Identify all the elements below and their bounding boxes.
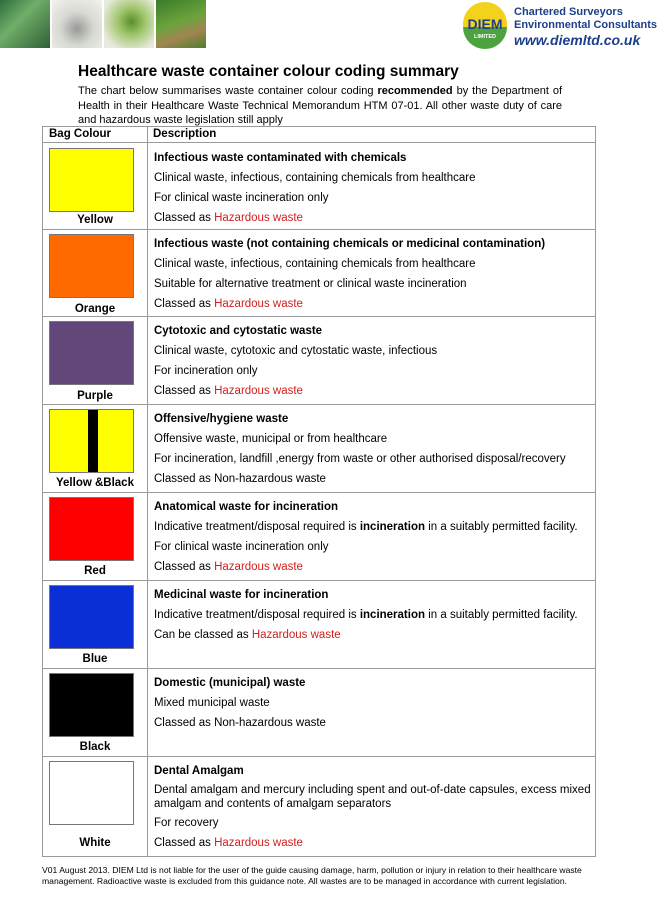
disclaimer-footer: V01 August 2013. DIEM Ltd is not liable for the user of the guide causing damage, harm, pollution or injury in relation to their healthcare waste management. Radioactive waste is excluded from this guidance note. All wastes are to be managed in accordance with current legislation. bbox=[42, 865, 582, 886]
waste-heading: Domestic (municipal) waste bbox=[154, 677, 306, 689]
table-row bbox=[43, 669, 595, 757]
classification-line: Classed as Hazardous waste bbox=[154, 837, 303, 849]
description-line: Clinical waste, infectious, containing chemicals from healthcare bbox=[154, 258, 476, 270]
waste-heading: Infectious waste (not containing chemicals or medicinal contamination) bbox=[154, 238, 546, 250]
table-row bbox=[43, 230, 595, 317]
table-header bbox=[43, 127, 595, 143]
bag-colour-name: White bbox=[79, 837, 111, 849]
bag-colour-name: Blue bbox=[82, 653, 108, 665]
hazardous-label: Hazardous waste bbox=[214, 561, 303, 573]
waste-description bbox=[154, 675, 594, 735]
waste-heading: Offensive/hygiene waste bbox=[154, 413, 289, 425]
classification-line: Classed as Hazardous waste bbox=[154, 298, 303, 310]
description-line: For clinical waste incineration only bbox=[154, 541, 329, 553]
hazardous-label: Hazardous waste bbox=[214, 385, 303, 397]
description-line: Offensive waste, municipal or from healthcare bbox=[154, 433, 388, 445]
logo-tagline-2: Environmental Consultants bbox=[514, 19, 657, 31]
colour-swatch bbox=[49, 234, 134, 298]
table-row bbox=[43, 757, 595, 856]
column-header-bag-colour: Bag Colour bbox=[49, 128, 111, 140]
logo-tagline-1: Chartered Surveyors bbox=[514, 6, 623, 18]
bag-colour-name: Orange bbox=[74, 303, 116, 315]
bag-colour-name: Black bbox=[79, 741, 111, 753]
website-url[interactable]: www.diemltd.co.uk bbox=[514, 32, 641, 48]
waste-description bbox=[154, 236, 594, 316]
hazardous-label: Hazardous waste bbox=[214, 298, 303, 310]
description-line: Dental amalgam and mercury including spent and out-of-date capsules, excess mixed amalgam and contents of amalgam separators bbox=[154, 784, 591, 810]
table-row bbox=[43, 405, 595, 493]
waste-heading: Infectious waste contaminated with chemicals bbox=[154, 152, 407, 164]
svg-text:DIEM: DIEM bbox=[467, 16, 503, 32]
rail-track-photo bbox=[156, 0, 206, 48]
bag-colour-name: Purple bbox=[77, 390, 113, 402]
colour-swatch bbox=[49, 321, 134, 385]
seedling-photo bbox=[104, 0, 154, 48]
treatment-line: Indicative treatment/disposal required is incineration in a suitably permitted facility. bbox=[154, 521, 578, 533]
bag-colour-name: Yellow &Black bbox=[56, 477, 134, 489]
bag-colour-name: Yellow bbox=[77, 214, 113, 226]
table-row bbox=[43, 581, 595, 669]
hazardous-label: Hazardous waste bbox=[214, 837, 303, 849]
colour-swatch bbox=[49, 673, 134, 737]
waste-heading: Dental Amalgam bbox=[154, 765, 244, 777]
waste-description bbox=[154, 411, 594, 491]
classification-line: Classed as Hazardous waste bbox=[154, 385, 303, 397]
intro-paragraph: The chart below summarises waste container colour coding recommended by the Department of Health in their Healthcare Waste Technical Memorandum HTM 07-01. All other waste duty of care and hazardous waste legislation still apply bbox=[78, 85, 563, 126]
hazardous-label: Hazardous waste bbox=[214, 212, 303, 224]
classification-line: Classed as Non-hazardous waste bbox=[154, 717, 326, 729]
hazardous-label: Hazardous waste bbox=[251, 629, 341, 641]
colour-coding-table bbox=[42, 126, 596, 857]
diem-logo bbox=[458, 4, 657, 54]
classification-line: Classed as Hazardous waste bbox=[154, 561, 303, 573]
description-line: For incineration only bbox=[154, 365, 258, 377]
colour-swatch bbox=[49, 497, 134, 561]
colour-swatch bbox=[49, 761, 134, 825]
waste-description bbox=[154, 763, 594, 855]
building-photo bbox=[0, 0, 50, 48]
rocks-photo bbox=[52, 0, 102, 48]
svg-text:LIMITED: LIMITED bbox=[474, 34, 496, 40]
table-row bbox=[43, 144, 595, 230]
header-photo-strip bbox=[0, 0, 206, 48]
bag-colour-name: Red bbox=[84, 565, 106, 577]
classification-line: Can be classed as Hazardous waste bbox=[154, 629, 341, 641]
waste-heading: Medicinal waste for incineration bbox=[154, 589, 329, 601]
colour-swatch-stripe bbox=[88, 410, 98, 472]
page-header bbox=[0, 0, 657, 54]
classification-line: Classed as Hazardous waste bbox=[154, 212, 303, 224]
waste-heading: Anatomical waste for incineration bbox=[154, 501, 339, 513]
description-line: Clinical waste, infectious, containing chemicals from healthcare bbox=[154, 172, 476, 184]
column-header-description: Description bbox=[153, 128, 217, 140]
description-line: For recovery bbox=[154, 817, 219, 829]
description-line: For incineration, landfill ,energy from waste or other authorised disposal/recovery bbox=[154, 453, 566, 465]
waste-description bbox=[154, 323, 594, 403]
waste-description bbox=[154, 499, 594, 579]
description-line: Clinical waste, cytotoxic and cytostatic waste, infectious bbox=[154, 345, 438, 357]
treatment-line: Indicative treatment/disposal required is incineration in a suitably permitted facility. bbox=[154, 609, 578, 621]
diem-logo-mark bbox=[458, 4, 512, 50]
waste-description bbox=[154, 587, 594, 647]
description-line: For clinical waste incineration only bbox=[154, 192, 329, 204]
classification-line: Classed as Non-hazardous waste bbox=[154, 473, 326, 485]
table-row bbox=[43, 493, 595, 581]
colour-swatch bbox=[49, 409, 134, 473]
colour-swatch bbox=[49, 148, 134, 212]
table-row bbox=[43, 317, 595, 405]
intro-emphasis: recommended bbox=[377, 85, 453, 97]
colour-swatch bbox=[49, 585, 134, 649]
description-line: Mixed municipal waste bbox=[154, 697, 270, 709]
page-title: Healthcare waste container colour coding summary bbox=[78, 63, 459, 80]
description-line: Suitable for alternative treatment or clinical waste incineration bbox=[154, 278, 467, 290]
waste-heading: Cytotoxic and cytostatic waste bbox=[154, 325, 323, 337]
waste-description bbox=[154, 150, 594, 230]
